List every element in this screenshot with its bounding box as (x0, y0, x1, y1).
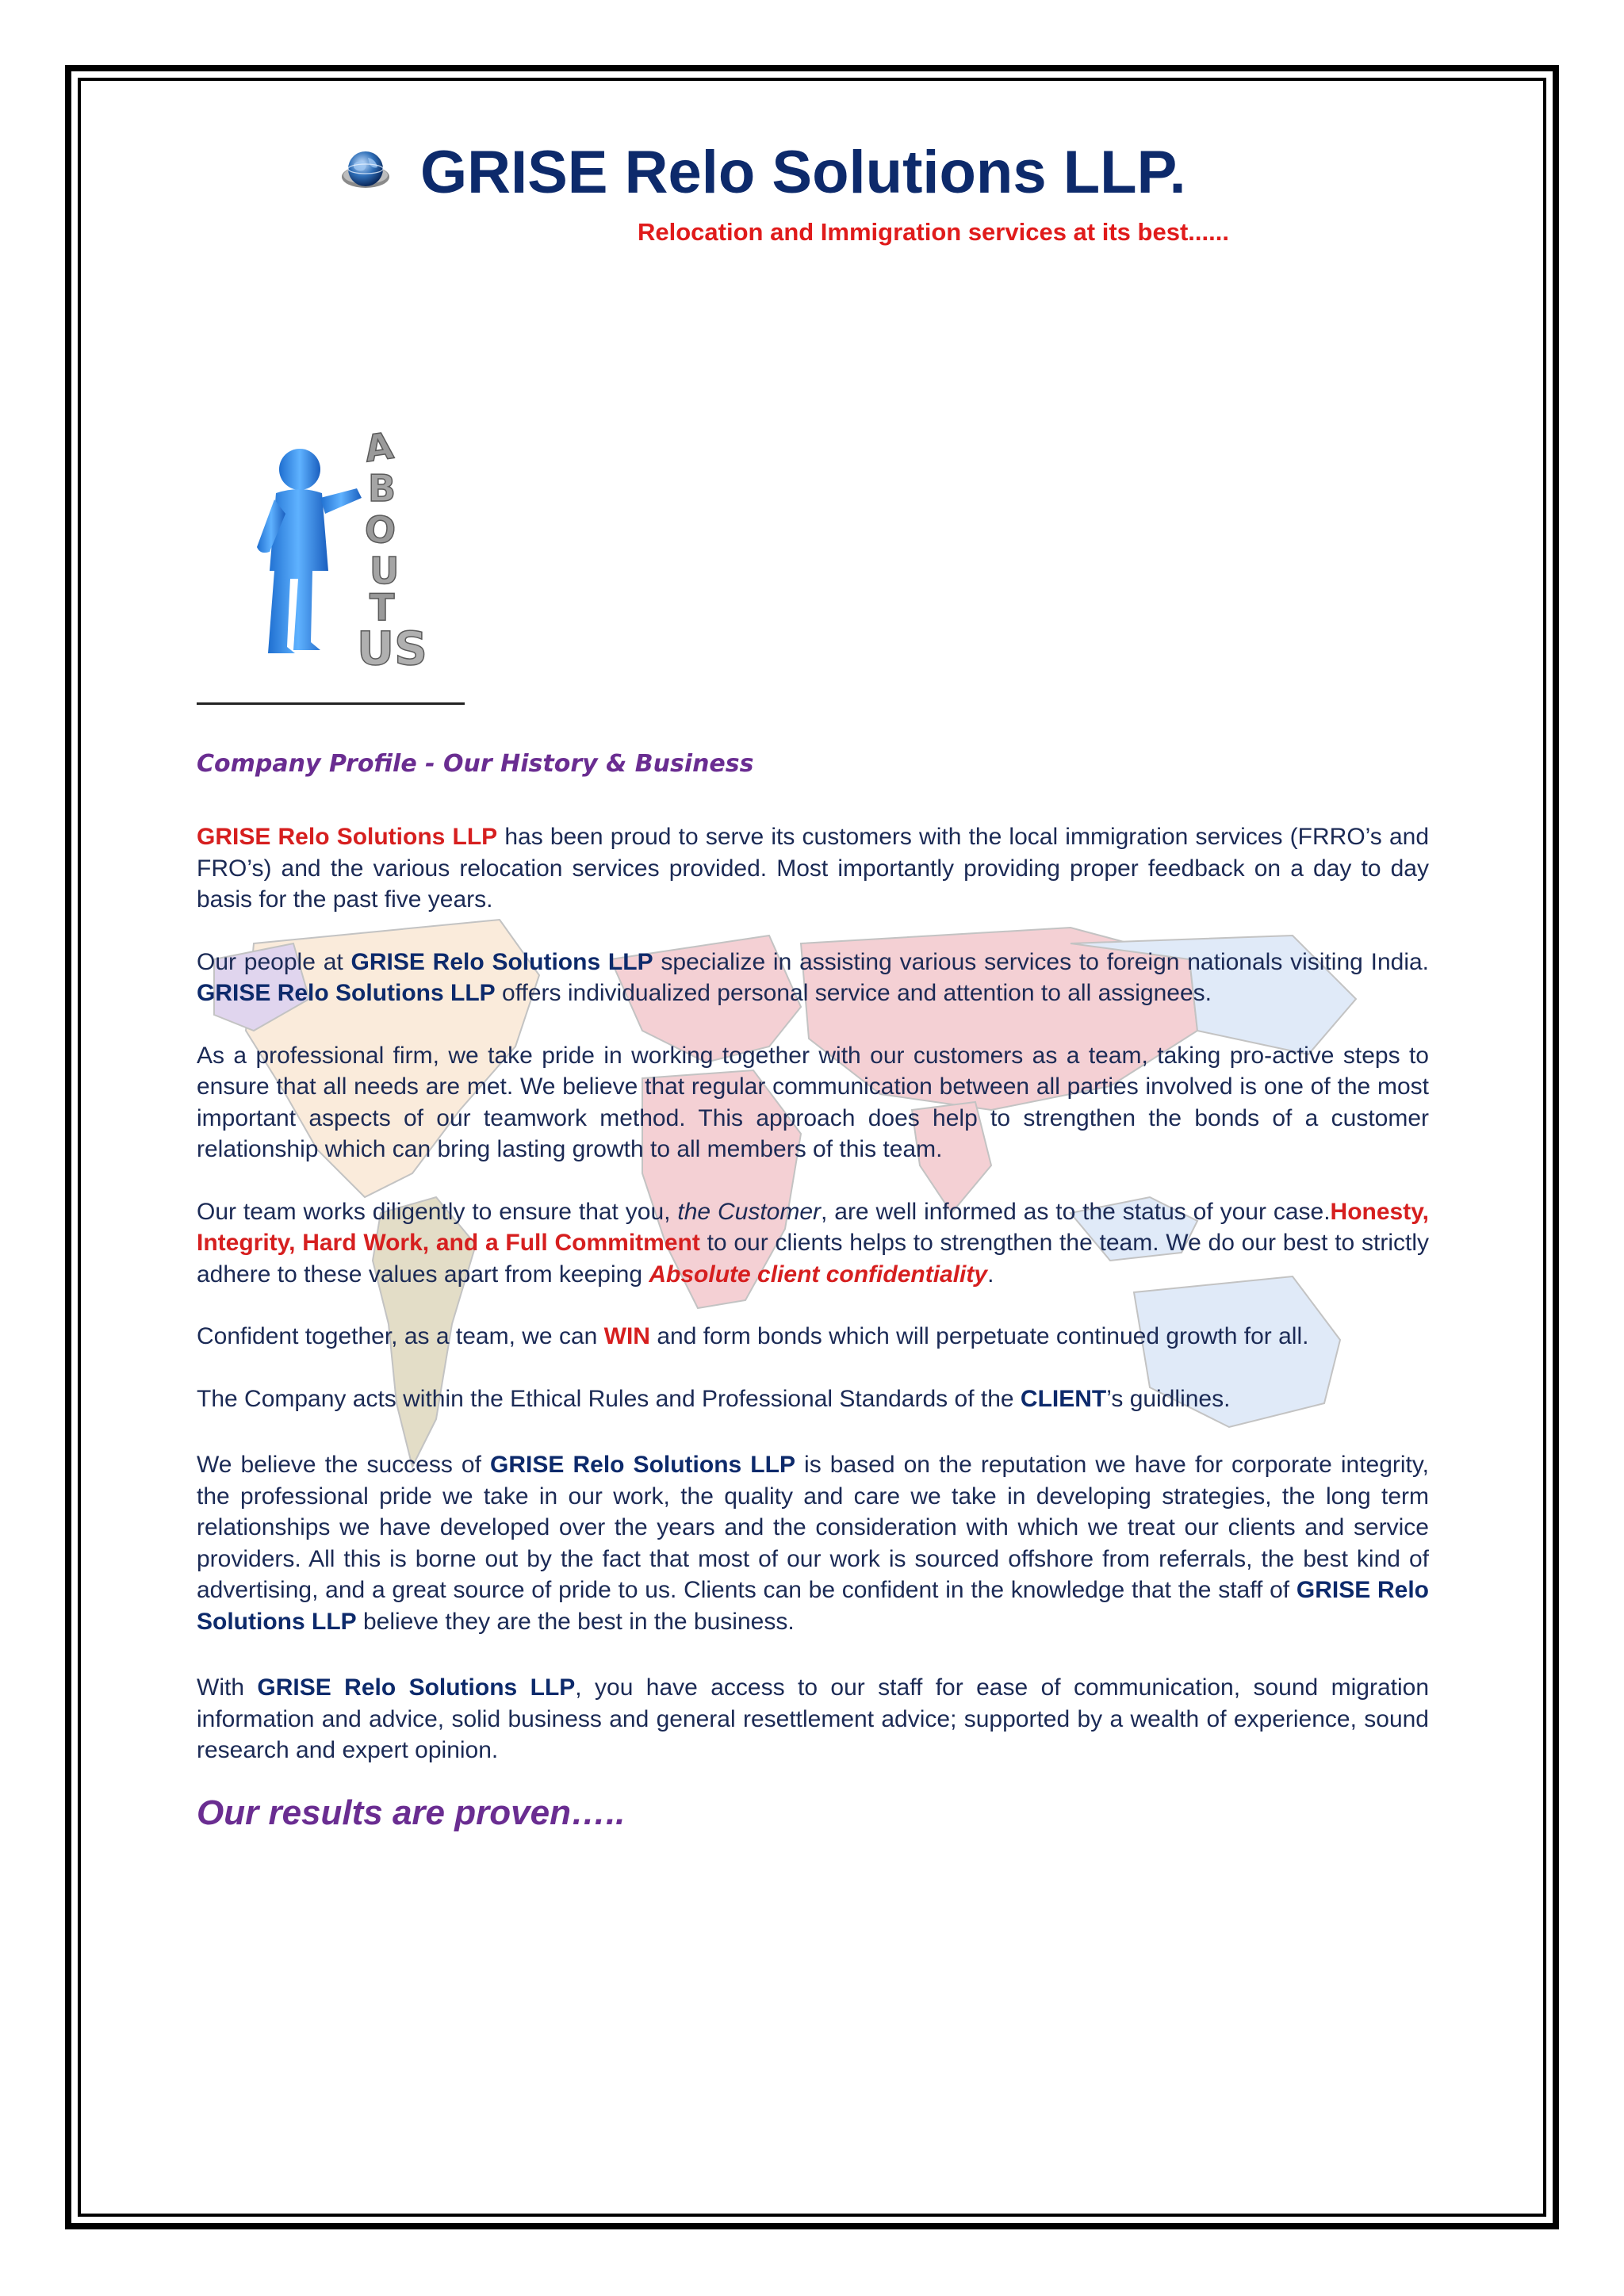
paragraph-text: ’s guidlines. (1106, 1385, 1231, 1412)
paragraph-ethics (197, 1383, 1429, 1415)
paragraph-teamwork: As a professional firm, we take pride in working together with our customers as a team, taking pro-active steps to ensure that all needs are met. We believe that regular communication between all parties involved is one of the most important aspects of our teamwork method. This approach does help to strengthen the bonds of a customer relationship which can bring lasting growth to all members of this team. (197, 1042, 1429, 1162)
company-name-bold: GRISE Relo Solutions LLP (197, 980, 496, 1006)
closing-statement: Our results are proven….. (197, 1793, 626, 1832)
client-bold: CLIENT (1020, 1385, 1107, 1412)
about-letter-b: B (368, 467, 396, 510)
paragraph-people (197, 947, 1429, 1009)
paragraph-text: Our people at (197, 948, 351, 975)
paragraph-text: Our team works diligently to ensure that you, (197, 1198, 678, 1225)
paragraph-text: , are well informed as to the status of your case. (821, 1198, 1331, 1225)
section-heading: Company Profile - Our History & Business (197, 750, 754, 778)
company-profile-body (197, 821, 1429, 1859)
paragraph-text: has been proud to serve its customers with the local immigration services (FRRO’s and FRO’s) and the various relocation services provided. Most importantly providing proper feedback on a day to day basis for the past five years. (197, 824, 1429, 913)
win-highlight: WIN (603, 1323, 650, 1349)
paragraph-text: Confident together, as a team, we can (197, 1323, 604, 1349)
confidentiality-highlight: Absolute client confidentiality (649, 1261, 988, 1288)
paragraph-intro (197, 821, 1429, 916)
company-name-bold: GRISE Relo Solutions LLP (197, 1577, 1430, 1635)
about-us-word: US (357, 622, 427, 670)
values-highlight: Honesty, Integrity, Hard Work, and a Full Commitment (197, 1198, 1430, 1256)
company-name-bold: GRISE Relo Solutions LLP (490, 1452, 795, 1478)
company-name-bold: GRISE Relo Solutions LLP (257, 1674, 576, 1701)
about-us-figure-icon (246, 412, 452, 670)
divider-rule (197, 702, 465, 705)
about-letter-o: O (362, 507, 398, 553)
globe-logo-icon (339, 145, 392, 197)
about-letter-t: T (370, 586, 395, 629)
about-letter-a: A (362, 423, 396, 471)
customer-emphasis: the Customer (677, 1198, 822, 1225)
paragraph-text: With (197, 1674, 258, 1701)
paragraph-text: and form bonds which will perpetuate continued growth for all. (649, 1323, 1309, 1349)
paragraph-text: , you have access to our staff for ease of communication, sound migration information and advice, solid business and general resettlement advice; supported by a wealth of experience, sound research and expert opinion. (197, 1674, 1429, 1763)
about-letter-u: U (370, 549, 400, 592)
tagline: Relocation and Immigration services at its best...... (638, 218, 1229, 246)
paragraph-win (197, 1321, 1429, 1353)
paragraph-text: offers individualized personal service and attention to all assignees. (495, 980, 1212, 1006)
paragraph-text: . (987, 1261, 994, 1288)
paragraph-text: We believe the success of (197, 1452, 491, 1478)
company-name-bold: GRISE Relo Solutions LLP (350, 948, 653, 975)
paragraph-text: The Company acts within the Ethical Rules and Professional Standards of the (197, 1385, 1021, 1412)
paragraph-values (197, 1196, 1429, 1291)
paragraph-text: to our clients helps to strengthen the team. We do our best to strictly adhere to these values apart from keeping (197, 1230, 1429, 1288)
company-name-highlight: GRISE Relo Solutions LLP (197, 824, 498, 850)
paragraph-access (197, 1672, 1429, 1766)
paragraph-success (197, 1449, 1429, 1637)
paragraph-text: believe they are the best in the business. (356, 1608, 795, 1635)
company-title: GRISE Relo Solutions LLP. (420, 139, 1186, 206)
paragraph-text: is based on the reputation we have for corporate integrity, the professional pride we take in our work, the quality and care we take in developing strategies, the long term relationships we have developed over the years and the consideration with which we treat our clients and service providers. All this is borne out by the fact that most of our work is sourced offshore from referrals, the best kind of advertising, and a great source of pride to us. Clients can be confident in the knowledge that the staff of (197, 1452, 1430, 1603)
paragraph-text: specialize in assisting various services to foreign nationals visiting India. (653, 948, 1430, 975)
